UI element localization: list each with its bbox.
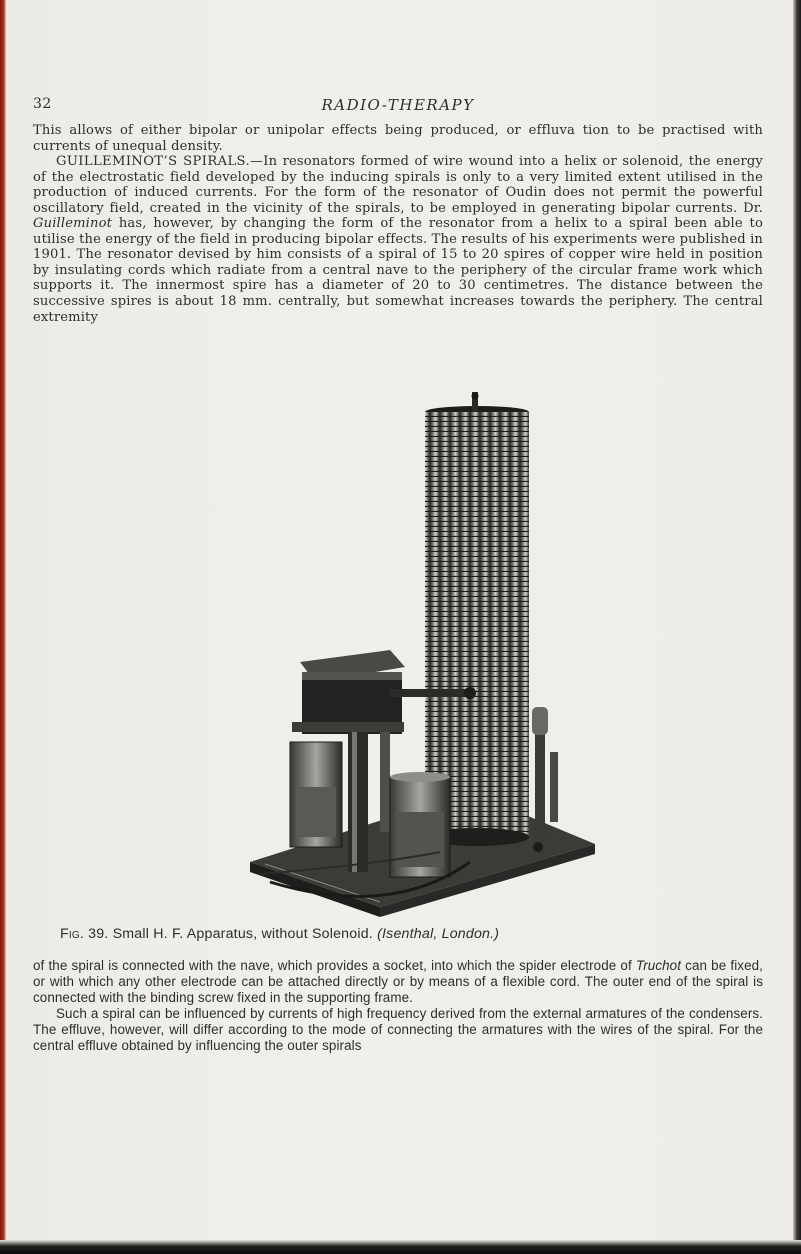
person-name: Guilleminot (33, 216, 113, 232)
paragraph-intro: This allows of either bipolar or unipolar effects being produced, or effluva tion to be practised with currents of unequal density. (33, 123, 763, 154)
paragraph-influence: Such a spiral can be influenced by currents of high frequency derived from the external armatures of the condensers. The effluve, however, will differ according to the mode of connecting the armatures with the wires of the spiral. For the central effluve obtained by influencing the outer spirals (33, 1005, 763, 1053)
page-header (33, 96, 763, 118)
figure-caption (60, 926, 760, 942)
page-edge-right (793, 0, 801, 1254)
figure-credit: (Isenthal, London.) (377, 926, 500, 942)
figure-label: Fig. 39. (60, 926, 109, 942)
running-head: RADIO-THERAPY (321, 96, 475, 114)
figure-apparatus (240, 392, 600, 917)
paragraph-text: of the spiral is connected with the nave, which provides a socket, into which the spider electrode of (33, 958, 636, 973)
page-edge-left (0, 0, 6, 1254)
paragraph-text: can be fixed, or with which any other electrode can be attached directly or by means of a flexible cord. The outer end of the spiral is connected with the binding screw fixed in the supporting frame. (33, 958, 763, 1005)
body-text-top (33, 123, 763, 325)
page-number: 32 (33, 96, 52, 112)
section-heading: GUILLEMINOT’S SPIRALS. (56, 154, 250, 170)
paragraph-text: has, however, by changing the form of the resonator from a helix to a spiral been able to utilise the energy of the field in producing bipolar effects. The results of his experiments were published in 1901. The resonator devised by him consists of a spiral of 15 to 20 spires of copper wire held in position by insulating cords which radiate from a central nave to the periphery of the circular frame work which supports it. The innermost spire has a diameter of 20 to 30 centimetres. The distance between the successive spires is about 18 mm. centrally, but somewhat increases towards the periphery. The central extremity (33, 216, 764, 325)
figure-caption-text: Small H. F. Apparatus, without Solenoid. (112, 926, 373, 942)
apparatus-illustration (240, 392, 600, 917)
person-name: Truchot (635, 958, 682, 973)
paragraph-nave (33, 958, 763, 1006)
page-edge-bottom (0, 1240, 801, 1254)
paragraph-guilleminot (33, 154, 763, 325)
body-text-bottom (33, 958, 763, 1053)
paragraph-text: —In resonators formed of wire wound into a helix or solenoid, the energy of the electrostatic field developed by the inducing spirals is only to a very limited extent utilised in the production of induced currents. For the form of the resonator of Oudin does not permit the powerful oscillatory field, created in the vicinity of the spirals, to be employed in generating bipolar currents. Dr. (33, 154, 763, 216)
